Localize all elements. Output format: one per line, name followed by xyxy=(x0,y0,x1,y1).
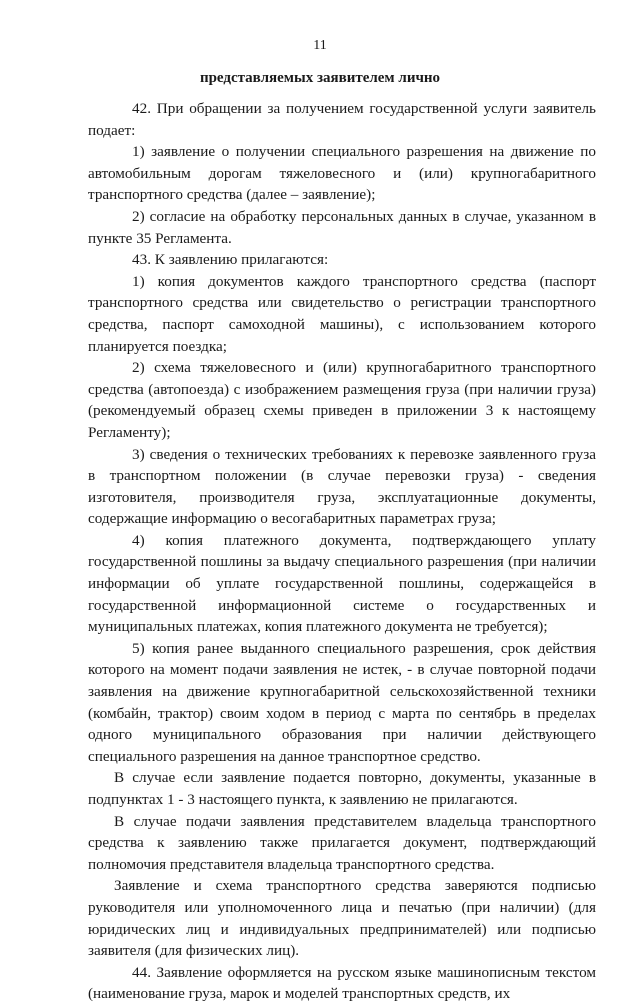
paragraph-representative: В случае подачи заявления представителем владельца транспортного средства к заявлению также прилагается документ, подтверждающий полномочия представителя владельца транспортного средства. xyxy=(88,812,596,873)
paragraph-repeat-submission: В случае если заявление подается повторно, документы, указанные в подпунктах 1 - 3 настоящего пункта, к заявлению не прилагаются. xyxy=(88,769,596,808)
paragraph-44: 44. Заявление оформляется на русском языке машинописным текстом (наименование груза, марок и моделей транспортных средств, их xyxy=(88,963,596,1003)
paragraph-42-item-1: 1) заявление о получении специального разрешения на движение по автомобильным дорогам тяжеловесного и (или) крупногабаритного транспортного средства (далее – заявление); xyxy=(88,143,596,204)
paragraph-43-item-4: 4) копия платежного документа, подтверждающего уплату государственной пошлины за выдачу специального разрешения (при наличии информации об уплате государственной пошлины, содержащейся в государственной информационной системе о государственных и муниципальных платежах, копия платежного документа не требуется); xyxy=(88,531,596,636)
page-number: 11 xyxy=(313,38,327,53)
paragraph-certification: Заявление и схема транспортного средства заверяются подписью руководителя или уполномоченного лица и печатью (при наличии) (для юридических лиц и индивидуальных предпринимателей) или подписью заявителя (для физических лиц). xyxy=(88,877,596,960)
paragraph-43-item-3: 3) сведения о технических требованиях к перевозке заявленного груза в транспортном положении (в случае перевозки груза) - сведения изготовителя, производителя груза, эксплуатационные документы, содержащие информацию о весогабаритных параметрах груза; xyxy=(88,445,596,528)
paragraph-43-item-2: 2) схема тяжеловесного и (или) крупногабаритного транспортного средства (автопоезда) с изображением размещения груза (при наличии груза) (рекомендуемый образец схемы приведен в приложении 3 к настоящему Регламенту); xyxy=(88,359,596,441)
paragraph-43-item-5: 5) копия ранее выданного специального разрешения, срок действия которого на момент подачи заявления не истек, - в случае повторной подачи заявления на движение крупногабаритной сельскохозяйственной техники (комбайн, трактор) своим ходом в период с марта по сентябрь в пределах одного муниципального образования при наличии действующего специального разрешения на данное транспортное средство. xyxy=(88,639,596,765)
paragraph-43: 43. К заявлению прилагаются: xyxy=(132,251,329,269)
paragraph-42: 42. При обращении за получением государственной услуги заявитель подает: xyxy=(88,100,596,139)
section-heading: представляемых заявителем лично xyxy=(199,70,441,86)
document-body xyxy=(88,98,596,1005)
paragraph-42-item-2: 2) согласие на обработку персональных данных в случае, указанном в пункте 35 Регламента. xyxy=(88,207,596,247)
paragraph-43-item-1: 1) копия документов каждого транспортного средства (паспорт транспортного средства или свидетельство о регистрации транспортного средства, паспорт самоходной машины), с использованием которого планируется поездка; xyxy=(88,272,596,355)
